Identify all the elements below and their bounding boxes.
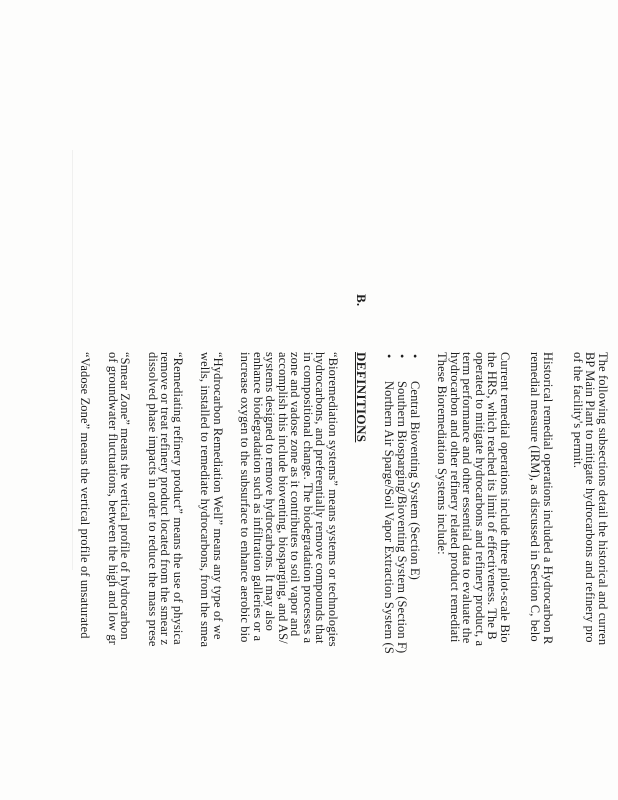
def-remediating-line-1: “Remediating refinery product” means the use of physica — [171, 352, 185, 645]
bullet-glyph: • — [382, 354, 396, 359]
current-line-2: the HRS, which reached its limit of effectiveness. The B — [485, 352, 499, 640]
def-hrw-line-1: “Hydrocarbon Remediation Well” means any type of we — [211, 352, 225, 640]
current-line-6: These Bioremediation Systems include: — [435, 352, 449, 555]
section-letter: B. — [354, 294, 369, 307]
def-bioremediation-line-5: accomplish this include bioventing, biosparging, and AS/ — [276, 352, 290, 644]
intro-line-1: The following subsections detail the historical and curren — [596, 352, 610, 646]
current-line-3: operated to mitigate hydrocarbons and refinery product, a — [473, 352, 487, 647]
section-title: DEFINITIONS — [354, 352, 369, 443]
def-bioremediation-line-4: zone and vadose zone as it contributes to soil vapor and — [288, 352, 302, 637]
bullet-glyph: • — [395, 354, 409, 359]
def-remediating-line-2: remove or treat refinery product located from the smear z — [158, 352, 172, 646]
history-line-1: Historical remedial operations included a Hydrocarbon R — [541, 352, 555, 645]
def-bioremediation-line-2: hydrocarbons, and preferentially remove compounds that — [313, 352, 327, 644]
current-line-1: Current remedial operations include three pilot-scale Bio — [498, 352, 512, 643]
def-bioremediation-line-3: in compositional change. The biodegradation processes a — [301, 352, 315, 644]
def-vadose-line-1: “Vadose Zone” means the vertical profile of unsaturated — [78, 352, 92, 639]
bullet-item-3: Northern Air Sparge/Soil Vapor Extraction System (S — [382, 381, 396, 654]
intro-line-3: of the facility's permit. — [571, 352, 585, 469]
bullet-item-1: Central Bioventing System (Section E) — [408, 381, 422, 580]
def-bioremediation-line-8: increase oxygen to the subsurface to enhance aerobic bio — [238, 352, 252, 643]
bullet-glyph: • — [408, 354, 422, 359]
def-bioremediation-line-7: enhance biodegradation such as infiltration galleries or a — [251, 352, 265, 642]
bullet-item-2: Southern Biosparging/Bioventing System (Section F) — [395, 381, 409, 654]
history-line-2: remedial measure (IRM), as discussed in Section C, belo — [528, 352, 542, 642]
def-hrw-line-2: wells, installed to remediate hydrocarbons, from the smea — [198, 352, 212, 648]
def-bioremediation-line-1: “Bioremediation systems” means systems or technologies — [326, 352, 340, 647]
def-smear-line-1: “Smear Zone” means the vertical profile of hydrocarbon — [118, 352, 132, 640]
def-smear-line-2: of groundwater fluctuations, between the high and low gr — [106, 352, 120, 645]
current-line-4: term performance and other essential data to evaluate the — [460, 352, 474, 644]
def-remediating-line-3: dissolved phase impacts in order to reduce the mass prese — [146, 352, 160, 647]
def-bioremediation-line-6: systems designed to remove hydrocarbons. It may also — [263, 352, 277, 631]
intro-line-2: BP Main Plant to mitigate hydrocarbons and refinery pro — [583, 352, 597, 643]
current-line-5: hydrocarbon and other refinery related product remediati — [448, 352, 462, 643]
